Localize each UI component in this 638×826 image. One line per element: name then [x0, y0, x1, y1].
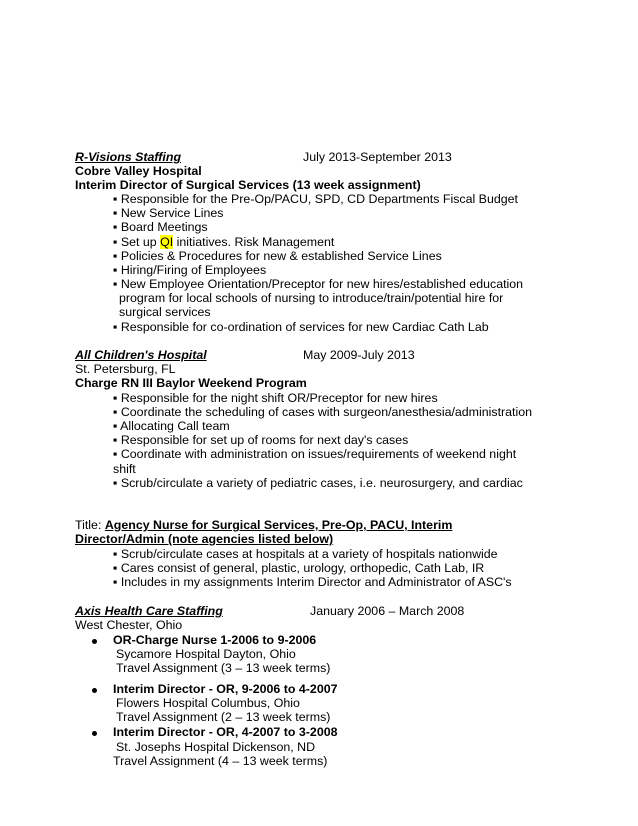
agency-bullet: ▪ Cares consist of general, plastic, urology, orthopedic, Cath Lab, IR — [113, 561, 485, 575]
job3-assignment-term: Travel Assignment (4 – 13 week terms) — [113, 754, 328, 768]
bullet-dot-icon — [92, 688, 97, 693]
job1-bullet-continued: surgical services — [119, 305, 211, 319]
job1-bullet: ▪ Responsible for the Pre-Op/PACU, SPD, CD Departments Fiscal Budget — [113, 192, 518, 206]
agency-bullet: ▪ Includes in my assignments Interim Director and Administrator of ASC's — [113, 575, 512, 589]
job3-location: West Chester, Ohio — [75, 618, 183, 632]
job3-assignment-place: Sycamore Hospital Dayton, Ohio — [116, 647, 296, 661]
job2-dates: May 2009-July 2013 — [303, 348, 415, 362]
agency-title-continued: Director/Admin (note agencies listed below) — [75, 532, 334, 546]
agency-label: Title: — [75, 518, 105, 532]
highlighted-text: QI — [160, 235, 174, 249]
job3-assignment-place: Flowers Hospital Columbus, Ohio — [116, 696, 300, 710]
job2-bullet: ▪ Coordinate with administration on issues/requirements of weekend night — [113, 447, 517, 461]
job1-company: R-Visions Staffing — [75, 150, 182, 164]
job1-title: Interim Director of Surgical Services (13 week assignment) — [75, 178, 421, 192]
bullet-text: ▪ Set up — [113, 235, 161, 249]
job3-assignment-role: OR-Charge Nurse 1-2006 to 9-2006 — [113, 633, 317, 647]
job2-bullet: ▪ Responsible for the night shift OR/Preceptor for new hires — [113, 391, 438, 405]
job3-assignment-place: St. Josephs Hospital Dickenson, ND — [116, 740, 316, 754]
bullet-dot-icon — [92, 639, 97, 644]
job3-assignment-role: Interim Director - OR, 4-2007 to 3-2008 — [113, 725, 338, 739]
job2-bullet: ▪ Responsible for set up of rooms for next day's cases — [113, 433, 409, 447]
job2-bullet: ▪ Allocating Call team — [113, 419, 230, 433]
job2-location: St. Petersburg, FL — [75, 362, 176, 376]
job1-bullet: ▪ Board Meetings — [113, 220, 208, 234]
job3-company: Axis Health Care Staffing — [75, 604, 223, 618]
job3-assignment-role: Interim Director - OR, 9-2006 to 4-2007 — [113, 682, 338, 696]
job1-bullet: ▪ Responsible for co-ordination of services for new Cardiac Cath Lab — [113, 320, 489, 334]
job3-assignment-term: Travel Assignment (3 – 13 week terms) — [116, 661, 331, 675]
agency-title: Agency Nurse for Surgical Services, Pre-Op, PACU, Interim — [104, 518, 453, 532]
job2-bullet: ▪ Coordinate the scheduling of cases with surgeon/anesthesia/administration — [113, 405, 533, 419]
agency-title-line — [75, 518, 452, 533]
job2-company: All Children's Hospital — [75, 348, 207, 362]
job1-bullet: ▪ New Employee Orientation/Preceptor for new hires/established education — [113, 277, 524, 291]
job2-bullet-continued: shift — [113, 462, 136, 476]
job3-assignment-term: Travel Assignment (2 – 13 week terms) — [116, 710, 331, 724]
bullet-text: initiatives. Risk Management — [173, 235, 335, 249]
job1-bullet: ▪ Hiring/Firing of Employees — [113, 263, 267, 277]
job1-bullet: ▪ Policies & Procedures for new & established Service Lines — [113, 249, 442, 263]
job1-bullet-continued: program for local schools of nursing to introduce/train/potential hire for — [119, 291, 504, 305]
job1-bullet — [113, 235, 334, 250]
job1-hospital: Cobre Valley Hospital — [75, 164, 202, 178]
job2-title: Charge RN III Baylor Weekend Program — [75, 376, 307, 390]
agency-bullet: ▪ Scrub/circulate cases at hospitals at a variety of hospitals nationwide — [113, 547, 498, 561]
job1-bullet: ▪ New Service Lines — [113, 206, 224, 220]
job2-bullet: ▪ Scrub/circulate a variety of pediatric cases, i.e. neurosurgery, and cardiac — [113, 476, 523, 490]
job3-dates: January 2006 – March 2008 — [310, 604, 465, 618]
job1-dates: July 2013-September 2013 — [303, 150, 452, 164]
bullet-dot-icon — [92, 731, 97, 736]
